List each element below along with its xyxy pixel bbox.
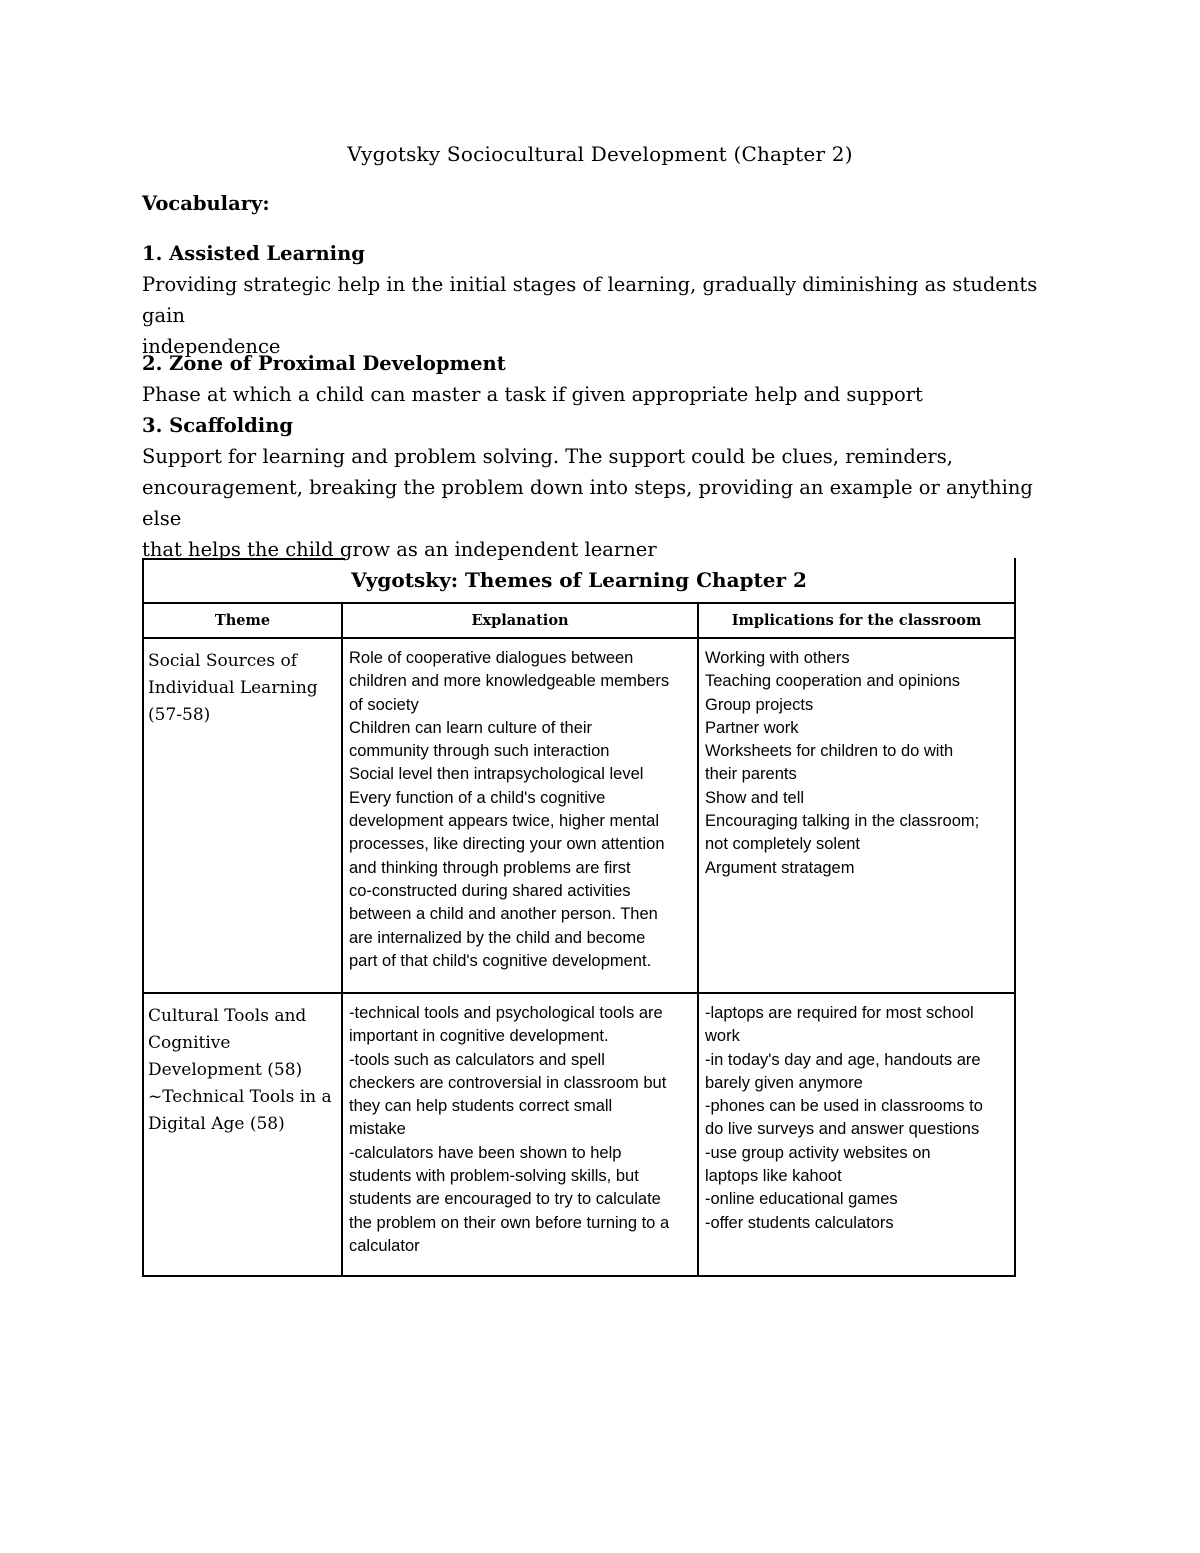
vocab-term-zpd [142, 348, 1042, 410]
table-row [143, 993, 1015, 1276]
table-top-rule [142, 558, 345, 560]
term-heading: 1. Assisted Learning [142, 242, 365, 265]
implications-cell: -laptops are required for most school work -in today's day and age, handouts are barely given anymore -phones can be used in classrooms to do live surveys and answer questions -use group activity websites on laptops like kahoot -online educational games -offer students calculators [698, 993, 1015, 1276]
vocab-term-scaffolding [142, 410, 1042, 565]
column-header-implications: Implications for the classroom [698, 603, 1015, 638]
term-heading: 2. Zone of Proximal Development [142, 352, 506, 375]
term-heading: 3. Scaffolding [142, 414, 294, 437]
table-caption: Vygotsky: Themes of Learning Chapter 2 [143, 558, 1015, 603]
explanation-cell: -technical tools and psychological tools are important in cognitive development. -tools such as calculators and spell checkers are controversial in classroom but they can help students correct small mistake -calculators have been shown to help students with problem-solving skills, but students are encouraged to try to calculate the problem on their own before turning to a calculator [342, 993, 698, 1276]
explanation-cell: Role of cooperative dialogues between children and more knowledgeable members of society Children can learn culture of their community through such interaction Social level then intrapsychological level Every function of a child's cognitive development appears twice, higher mental processes, like directing your own attention and thinking through problems are first co-constructed during shared activities between a child and another person. Then are internalized by the child and become part of that child's cognitive development. [342, 638, 698, 993]
themes-table-container [142, 558, 1014, 1277]
page-title: Vygotsky Sociocultural Development (Chapter 2) [347, 142, 853, 166]
term-definition: Support for learning and problem solving. The support could be clues, reminders, encouragement, breaking the problem down into steps, providing an example or anything else that helps the child grow as an independent learner [142, 445, 1033, 561]
themes-table [142, 558, 1016, 1277]
column-header-theme: Theme [143, 603, 342, 638]
vocab-term-assisted-learning [142, 238, 1042, 362]
vocabulary-heading: Vocabulary: [142, 192, 270, 215]
term-definition: Providing strategic help in the initial stages of learning, gradually diminishing as students gain independence [142, 273, 1038, 358]
theme-cell: Social Sources of Individual Learning (57-58) [143, 638, 342, 993]
theme-cell: Cultural Tools and Cognitive Development (58) ~Technical Tools in a Digital Age (58) [143, 993, 342, 1276]
term-definition: Phase at which a child can master a task if given appropriate help and support [142, 383, 923, 406]
column-header-explanation: Explanation [342, 603, 698, 638]
table-row [143, 638, 1015, 993]
implications-cell: Working with others Teaching cooperation and opinions Group projects Partner work Worksheets for children to do with their parents Show and tell Encouraging talking in the classroom; not completely solent Argument stratagem [698, 638, 1015, 993]
